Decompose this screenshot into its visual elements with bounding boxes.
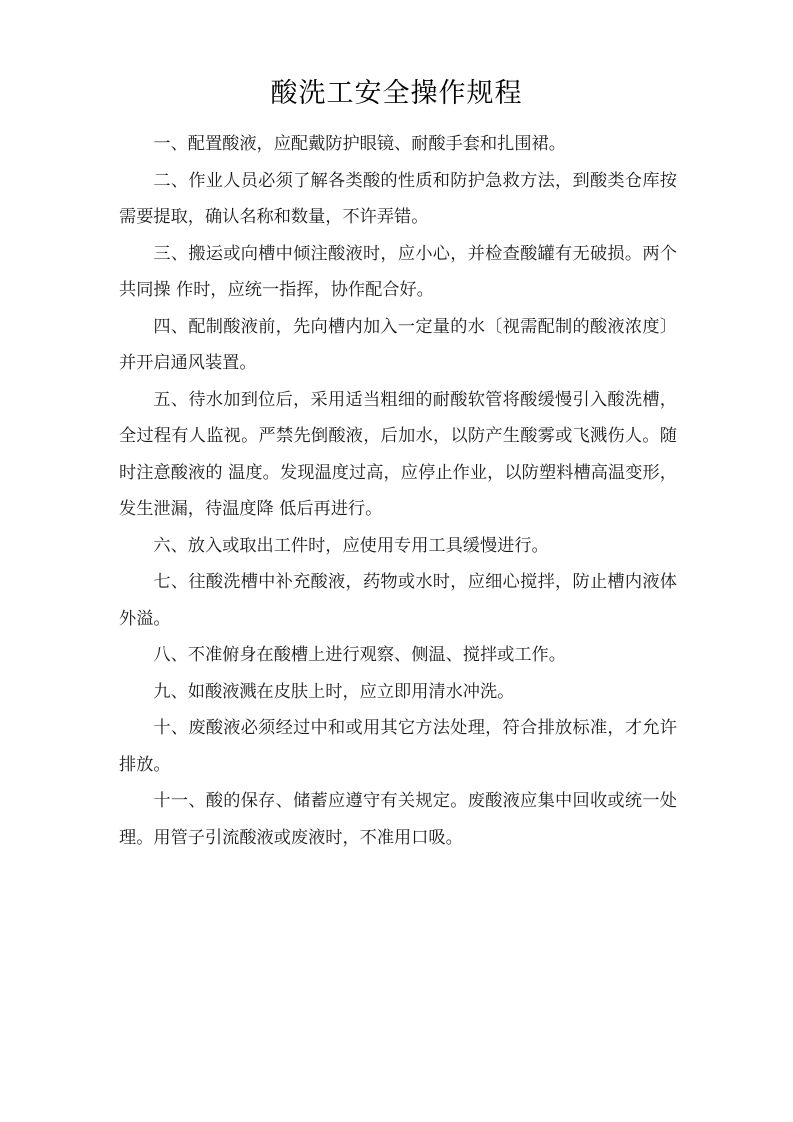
rule-paragraph-1: 一、配置酸液，应配戴防护眼镜、耐酸手套和扎围裙。 bbox=[153, 134, 566, 154]
document-title: 酸洗工安全操作规程 bbox=[270, 78, 523, 109]
rule-paragraph-4: 四、配制酸液前，先向槽内加入一定量的水〔视需配制的酸液浓度〕并开启通风装置。 bbox=[119, 316, 677, 373]
rule-paragraph-7: 七、往酸洗槽中补充酸液，药物或水时，应细心搅拌，防止槽内液体外溢。 bbox=[119, 572, 677, 629]
rule-paragraph-8: 八、不准俯身在酸槽上进行观察、侧温、搅拌或工作。 bbox=[153, 645, 566, 665]
rule-paragraph-5: 五、待水加到位后，采用适当粗细的耐酸软管将酸缓慢引入酸洗槽，全过程有人监视。严禁先倒酸液，后加水，以防产生酸雾或飞溅伤人。随时注意酸液的 温度。发现温度过高，应停止作业，以防塑料槽高温变形，发生泄漏，待温度降 低后再进行。 bbox=[119, 389, 677, 519]
rule-paragraph-10: 十、废酸液必须经过中和或用其它方法处理，符合排放标准，才允许排放。 bbox=[119, 718, 677, 775]
rule-paragraph-9: 九、如酸液溅在皮肤上时，应立即用清水冲洗。 bbox=[153, 681, 515, 702]
rule-paragraph-6: 六、放入或取出工件时，应使用专用工具缓慢进行。 bbox=[153, 535, 549, 556]
rule-paragraph-2: 二、作业人员必须了解各类酸的性质和防护急救方法，到酸类仓库按需要提取，确认名称和数量，不许弄错。 bbox=[119, 170, 677, 227]
rule-paragraph-11: 十一、酸的保存、储蓄应遵守有关规定。废酸液应集中回收或统一处理。用管子引流酸液或废液时，不准用口吸。 bbox=[119, 791, 677, 848]
document-body bbox=[119, 126, 677, 856]
rule-paragraph-3: 三、搬运或向槽中倾注酸液时，应小心，并检查酸罐有无破损。两个共同操 作时，应统一指挥，协作配合好。 bbox=[119, 243, 677, 300]
